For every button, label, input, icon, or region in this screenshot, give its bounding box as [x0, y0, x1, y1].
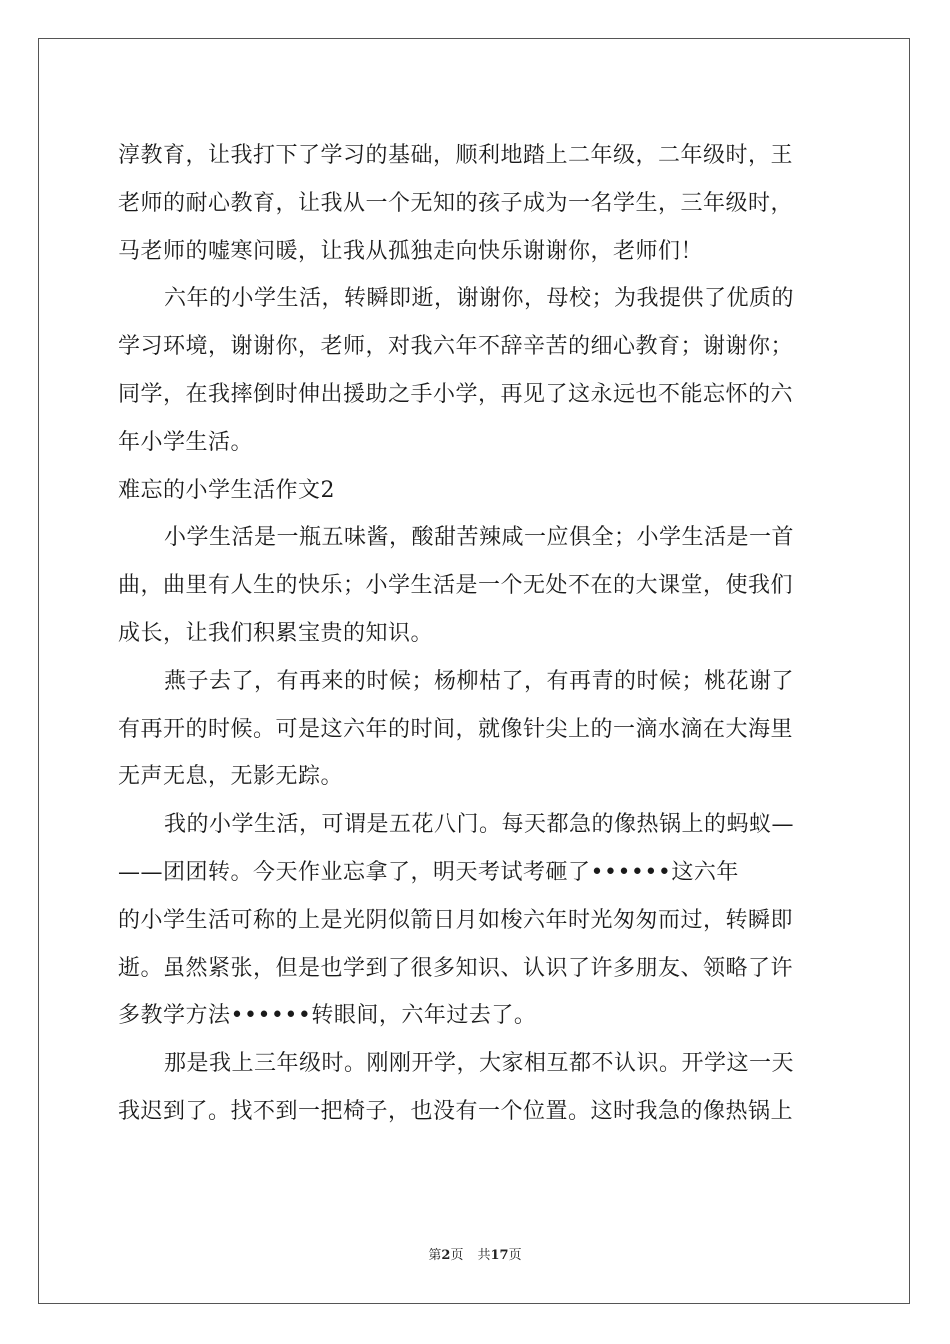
text-line: 年小学生活。: [118, 429, 254, 455]
text-line: ——团团转。今天作业忘拿了，明天考试考砸了••••••这六年: [118, 859, 739, 885]
total-pages: 17: [490, 1248, 509, 1263]
text-line: 燕子去了，有再来的时候；杨柳枯了，有再青的时候；桃花谢了: [164, 668, 795, 694]
text-line: 有再开的时候。可是这六年的时间，就像针尖上的一滴水滴在大海里: [118, 716, 794, 742]
text-line: 小学生活是一瓶五味酱，酸甜苦辣咸一应俱全；小学生活是一首: [164, 525, 795, 551]
text-line: 成长，让我们积累宝贵的知识。: [118, 620, 434, 646]
text-line: 同学，在我摔倒时伸出援助之手小学，再见了这永远也不能忘怀的六: [118, 381, 794, 407]
text-line: 六年的小学生活，转瞬即逝，谢谢你，母校；为我提供了优质的: [164, 286, 795, 312]
page-footer: [0, 1244, 950, 1263]
text-line: 老师的耐心教育，让我从一个无知的孩子成为一名学生，三年级时，: [118, 190, 794, 216]
text-line: 逝。虽然紧张，但是也学到了很多知识、认识了许多朋友、领略了许: [118, 955, 794, 981]
page-prefix: 第: [428, 1248, 442, 1263]
text-line: 我的小学生活，可谓是五花八门。每天都急的像热锅上的蚂蚁—: [164, 812, 795, 838]
text-line: 淳教育，让我打下了学习的基础，顺利地踏上二年级，二年级时，王: [118, 143, 794, 168]
total-suffix: 页: [508, 1248, 522, 1263]
text-line: 的小学生活可称的上是光阴似箭日月如梭六年时光匆匆而过，转瞬即: [118, 907, 794, 933]
page-suffix: 页: [450, 1248, 464, 1263]
text-line: 多教学方法••••••转眼间，六年过去了。: [118, 1003, 537, 1029]
text-line: 难忘的小学生活作文2: [118, 477, 335, 503]
text-line: 我迟到了。找不到一把椅子，也没有一个位置。这时我急的像热锅上: [118, 1098, 794, 1124]
document-body: [118, 132, 834, 1136]
text-line: 马老师的嘘寒问暖，让我从孤独走向快乐谢谢你，老师们！: [118, 238, 704, 264]
page-number: 2: [441, 1248, 451, 1263]
text-line: 曲，曲里有人生的快乐；小学生活是一个无处不在的大课堂，使我们: [118, 573, 794, 599]
text-line: 学习环境，谢谢你，老师，对我六年不辞辛苦的细心教育；谢谢你；: [118, 334, 794, 360]
total-prefix: 共: [477, 1248, 491, 1263]
text-line: 那是我上三年级时。刚刚开学，大家相互都不认识。开学这一天: [164, 1051, 795, 1077]
text-line: 无声无息，无影无踪。: [118, 764, 344, 790]
